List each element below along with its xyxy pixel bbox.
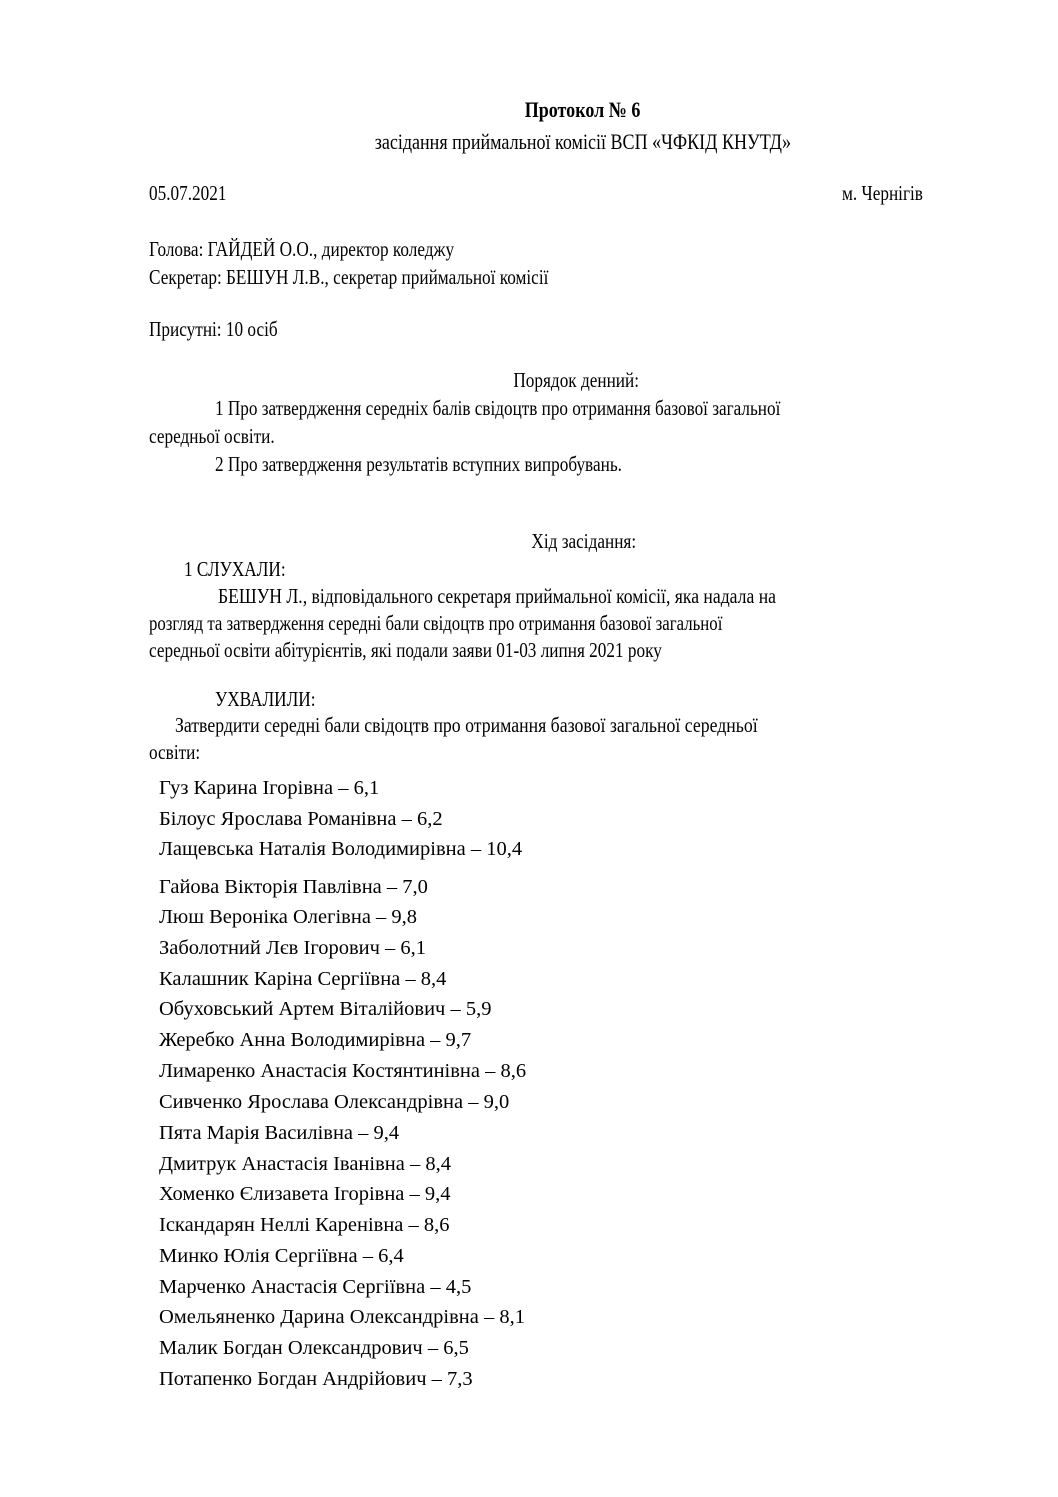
heard-line-2: розгляд та затвердження середні бали свідоцтв про отримання базової загальної bbox=[149, 611, 723, 635]
list-item: Дмитрук Анастасія Іванівна – 8,4 bbox=[159, 1153, 451, 1175]
heard-line-3: середньої освіти абітурієнтів, які подали заяви 01-03 липня 2021 року bbox=[149, 638, 662, 662]
list-item: Лимаренко Анастасія Костянтинівна – 8,6 bbox=[159, 1060, 527, 1082]
resolved-line-2: освіти: bbox=[149, 740, 201, 764]
agenda-heading bbox=[0, 368, 1058, 393]
proceedings-heading-text: Хід засідання: bbox=[531, 529, 637, 553]
agenda-heading-text: Порядок денний: bbox=[513, 368, 640, 392]
list-item: Жеребко Анна Володимирівна – 9,7 bbox=[159, 1029, 472, 1051]
proceedings-heading bbox=[0, 529, 1058, 554]
document-title bbox=[0, 97, 1058, 123]
list-item: Гайова Вікторія Павлівна – 7,0 bbox=[159, 876, 428, 898]
list-item: Гуз Карина Ігорівна – 6,1 bbox=[159, 777, 380, 799]
list-item: Обуховський Артем Віталійович – 5,9 bbox=[159, 998, 492, 1020]
list-item: Люш Вероніка Олегівна – 9,8 bbox=[159, 906, 418, 928]
list-item: Хоменко Єлизавета Ігорівна – 9,4 bbox=[159, 1183, 451, 1205]
document-place: м. Чернігів bbox=[842, 181, 923, 205]
title-text: Протокол № 6 bbox=[525, 97, 641, 122]
list-item: Іскандарян Неллі Каренівна – 8,6 bbox=[159, 1214, 450, 1236]
list-item: Заболотний Лєв Ігорович – 6,1 bbox=[159, 937, 427, 959]
heard-label: 1 СЛУХАЛИ: bbox=[184, 557, 286, 581]
list-item: Калашник Каріна Сергіївна – 8,4 bbox=[159, 968, 447, 990]
list-item: Пята Марія Василівна – 9,4 bbox=[159, 1122, 400, 1144]
agenda-item-1-line-2: середньої освіти. bbox=[149, 424, 275, 448]
list-item: Омельяненко Дарина Олександрівна – 8,1 bbox=[159, 1306, 525, 1328]
list-item: Минко Юлія Сергіївна – 6,4 bbox=[159, 1245, 404, 1267]
list-item: Білоус Ярослава Романівна – 6,2 bbox=[159, 808, 443, 830]
list-item: Малик Богдан Олександрович – 6,5 bbox=[159, 1337, 469, 1359]
secretary-line: Секретар: БЕШУН Л.В., секретар приймальної комісії bbox=[149, 265, 549, 289]
agenda-item-2: 2 Про затвердження результатів вступних випробувань. bbox=[215, 452, 622, 476]
subtitle-text: засідання приймальної комісії ВСП «ЧФКІД КНУТД» bbox=[374, 129, 792, 154]
present-line: Присутні: 10 осіб bbox=[149, 317, 278, 341]
resolved-label: УХВАЛИЛИ: bbox=[215, 687, 316, 711]
resolved-line-1: Затвердити середні бали свідоцтв про отримання базової загальної середньої bbox=[175, 713, 758, 737]
heard-line-1: БЕШУН Л., відповідального секретаря приймальної комісії, яка надала на bbox=[218, 584, 776, 608]
list-item: Сивченко Ярослава Олександрівна – 9,0 bbox=[159, 1091, 510, 1113]
list-item: Потапенко Богдан Андрійович – 7,3 bbox=[159, 1368, 473, 1390]
document-subtitle bbox=[0, 129, 1058, 155]
chair-line: Голова: ГАЙДЕЙ О.О., директор коледжу bbox=[149, 237, 455, 261]
document-date: 05.07.2021 bbox=[149, 181, 227, 205]
list-item: Марченко Анастасія Сергіївна – 4,5 bbox=[159, 1276, 472, 1298]
agenda-item-1-line-1: 1 Про затвердження середніх балів свідоцтв про отримання базової загальної bbox=[215, 396, 781, 420]
list-item: Лащевська Наталія Володимирівна – 10,4 bbox=[159, 838, 523, 860]
